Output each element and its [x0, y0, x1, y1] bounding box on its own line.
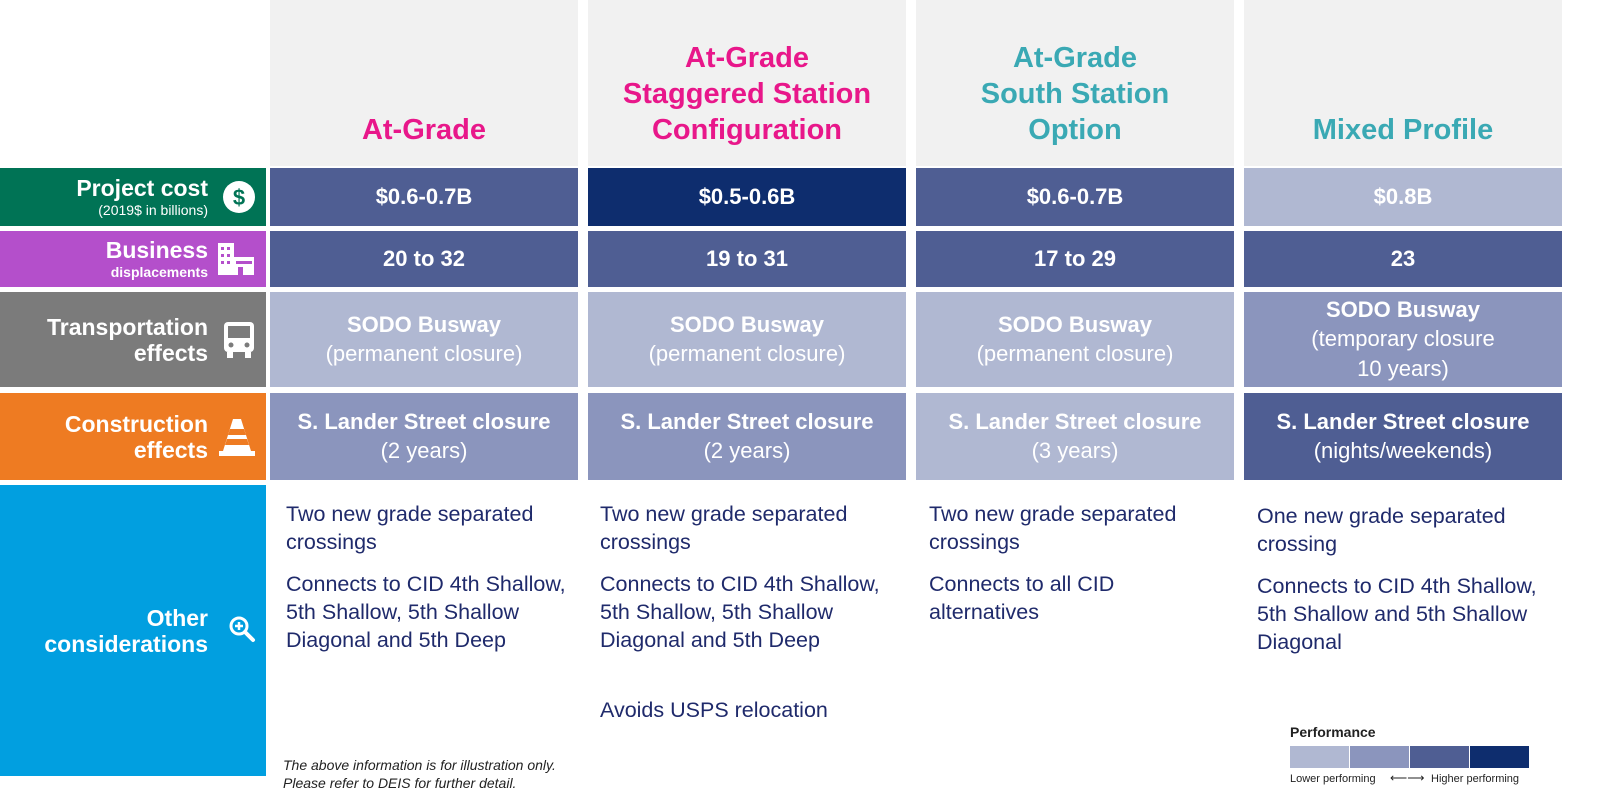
magnify-plus-icon	[228, 615, 256, 643]
cost-cell	[588, 168, 906, 226]
traffic-cone-icon	[218, 417, 256, 457]
legend-title: Performance	[1290, 724, 1376, 740]
business-cell	[270, 231, 578, 287]
transportation-cell	[588, 292, 906, 387]
legend-higher-label: Higher performing	[1431, 773, 1520, 785]
construction-cell	[270, 393, 578, 480]
cost-value: $0.6-0.7B	[1026, 184, 1124, 209]
column-title: At-Grade	[361, 114, 487, 146]
transportation-detail: (permanent closure)	[976, 340, 1174, 366]
consideration-item: Avoids USPS relocation	[600, 698, 828, 722]
category-business	[0, 231, 266, 287]
construction-cell	[916, 393, 1234, 480]
cost-value: $0.6-0.7B	[375, 184, 473, 209]
transportation-cell	[916, 292, 1234, 387]
legend-swatch-higher	[1470, 746, 1529, 768]
other-considerations-2	[600, 500, 905, 738]
legend-swatch-low-mid	[1350, 746, 1409, 768]
construction-title: S. Lander Street closure	[297, 408, 551, 434]
construction-cell	[588, 393, 906, 480]
cost-cell	[270, 168, 578, 226]
column-header-2	[588, 0, 906, 166]
construction-detail: (nights/weekends)	[1313, 437, 1493, 463]
column-header-3	[916, 0, 1234, 166]
other-considerations-1	[286, 500, 571, 668]
category-sublabel: displacements	[110, 264, 208, 280]
building-icon	[216, 241, 256, 277]
consideration-item: Connects to CID 4th Shallow, 5th Shallow, 5th Shallow Diagonal and 5th Deep	[286, 572, 566, 652]
transportation-detail: (temporary closure 10 years)	[1311, 325, 1495, 381]
construction-detail: (3 years)	[1031, 437, 1119, 463]
construction-title: S. Lander Street closure	[620, 408, 874, 434]
transportation-title: SODO Busway	[1325, 296, 1481, 322]
consideration-item: Connects to CID 4th Shallow, 5th Shallow, 5th Shallow Diagonal and 5th Deep	[600, 572, 880, 652]
consideration-item: Two new grade separated crossings	[600, 502, 848, 554]
cost-value: $0.8B	[1373, 184, 1433, 209]
legend-swatch-lower	[1290, 746, 1349, 768]
consideration-item: Two new grade separated crossings	[286, 502, 534, 554]
business-value: 19 to 31	[706, 246, 788, 271]
legend-lower-label: Lower performing	[1290, 773, 1376, 785]
footnote: The above information is for illustration only. Please refer to DEIS for further detail.	[283, 757, 556, 791]
consideration-item: Connects to CID 4th Shallow, 5th Shallow and 5th Shallow Diagonal	[1257, 574, 1537, 654]
dollar-icon	[222, 180, 256, 214]
construction-cell	[1244, 393, 1562, 480]
category-other	[0, 485, 266, 776]
construction-title: S. Lander Street closure	[948, 408, 1202, 434]
transportation-title: SODO Busway	[997, 311, 1153, 337]
business-cell	[916, 231, 1234, 287]
consideration-item: Two new grade separated crossings	[929, 502, 1177, 554]
bus-icon	[222, 320, 256, 360]
legend-arrow: ⟵⟶	[1390, 771, 1425, 785]
category-label: Business	[105, 237, 208, 263]
other-considerations-3	[929, 500, 1219, 640]
category-label: Construction effects	[64, 410, 208, 463]
business-value: 23	[1390, 246, 1416, 271]
column-header-4	[1244, 0, 1562, 166]
column-title: Mixed Profile	[1312, 114, 1494, 146]
column-title: At-Grade South Station Option	[980, 42, 1170, 146]
transportation-cell	[1244, 292, 1562, 387]
category-label: Transportation effects	[46, 313, 208, 366]
construction-detail: (2 years)	[703, 437, 791, 463]
construction-title: S. Lander Street closure	[1276, 408, 1530, 434]
column-header-1	[270, 0, 578, 166]
transportation-detail: (permanent closure)	[325, 340, 523, 366]
business-cell	[588, 231, 906, 287]
cost-cell	[916, 168, 1234, 226]
cost-cell	[1244, 168, 1562, 226]
column-title: At-Grade Staggered Station Configuration	[622, 42, 872, 146]
category-label: Project cost	[76, 175, 208, 201]
other-considerations-4	[1257, 502, 1562, 670]
business-value: 20 to 32	[383, 246, 465, 271]
category-sublabel: (2019$ in billions)	[98, 202, 208, 218]
transportation-detail: (permanent closure)	[648, 340, 846, 366]
business-cell	[1244, 231, 1562, 287]
legend-swatch-high-mid	[1410, 746, 1469, 768]
category-project-cost	[0, 168, 266, 226]
transportation-title: SODO Busway	[669, 311, 825, 337]
consideration-item: Connects to all CID alternatives	[929, 572, 1115, 624]
business-value: 17 to 29	[1034, 246, 1116, 271]
transportation-cell	[270, 292, 578, 387]
construction-detail: (2 years)	[380, 437, 468, 463]
svg-text:$: $	[232, 185, 246, 210]
category-label: Other considerations	[44, 604, 208, 657]
cost-value: $0.5-0.6B	[698, 184, 796, 209]
category-construction	[0, 393, 266, 480]
consideration-item: One new grade separated crossing	[1257, 504, 1506, 556]
category-transportation	[0, 292, 266, 387]
transportation-title: SODO Busway	[346, 311, 502, 337]
